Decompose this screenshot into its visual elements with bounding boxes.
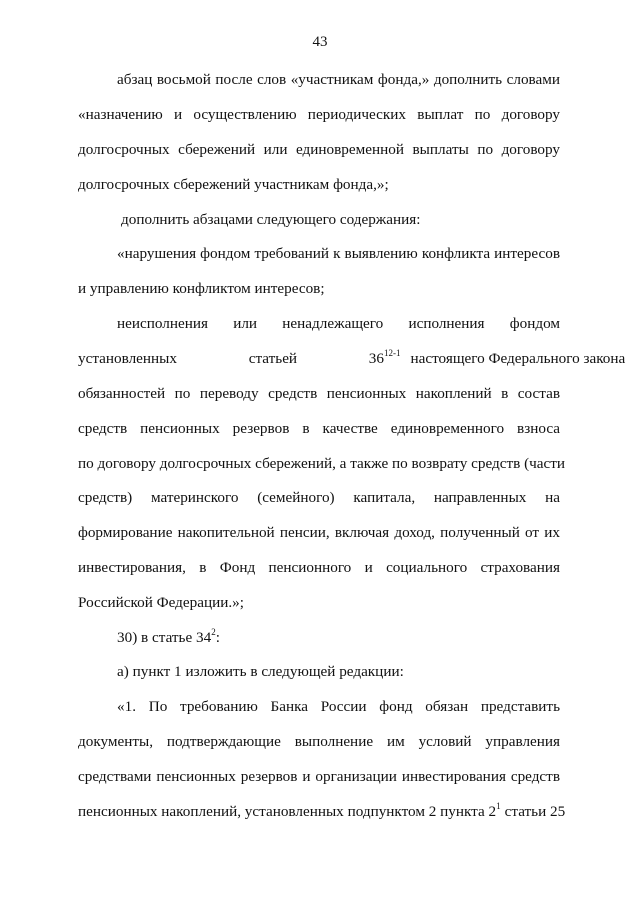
text-line: средствами пенсионных резервов и организации инвестирования средств [78, 768, 560, 785]
text-line: инвестирования, в Фонд пенсионного и социального страхования [78, 559, 560, 576]
text-line: и управлению конфликтом интересов; [78, 280, 325, 297]
text-line-with-superscript [117, 628, 560, 648]
text-line: долгосрочных сбережений или единовременной выплаты по договору [78, 141, 560, 158]
text-line: обязанностей по переводу средств пенсионных накоплений в состав [78, 385, 560, 402]
text-segment: пенсионных накоплений, установленных подпунктом 2 пункта 2 [78, 803, 497, 820]
page-number: 43 [312, 34, 328, 50]
text-line-with-superscript [78, 347, 626, 369]
text-segment-main: установленных статьей 36 [78, 350, 384, 367]
text-line: а) пункт 1 изложить в следующей редакции: [117, 663, 404, 680]
text-segment: 30) в статье 34 [117, 629, 212, 646]
text-segment: настоящего Федерального закона [410, 350, 626, 367]
text-segment: статьи 25 [504, 803, 566, 820]
text-line: средств пенсионных резервов в качестве единовременного взноса [78, 420, 560, 437]
text-line: «нарушения фондом требований к выявлению конфликта интересов [117, 245, 560, 262]
text-segment: : [215, 629, 220, 646]
text-segment [78, 349, 384, 369]
text-line: «1. По требованию Банка России фонд обязан представить [117, 698, 560, 715]
text-line: «назначению и осуществлению периодических выплат по договору [78, 106, 560, 123]
text-line: абзац восьмой после слов «участникам фонда,» дополнить словами [117, 71, 560, 88]
text-line: по договору долгосрочных сбережений, а также по возврату средств (части [78, 455, 566, 472]
text-line: неисполнения или ненадлежащего исполнения фондом [117, 315, 560, 332]
text-line: дополнить абзацами следующего содержания: [121, 211, 421, 228]
text-line: документы, подтверждающие выполнение им условий управления [78, 733, 560, 750]
superscript: 12-1 [384, 347, 401, 358]
text-line: долгосрочных сбережений участникам фонда,»; [78, 176, 389, 193]
text-line: формирование накопительной пенсии, включая доход, полученный от их [78, 524, 560, 541]
text-line-with-superscript [78, 800, 566, 822]
superscript: 1 [496, 800, 501, 811]
text-line: Российской Федерации.»; [78, 594, 244, 611]
text-line: средств) материнского (семейного) капитала, направленных на [78, 489, 560, 506]
superscript: 2 [211, 626, 216, 637]
